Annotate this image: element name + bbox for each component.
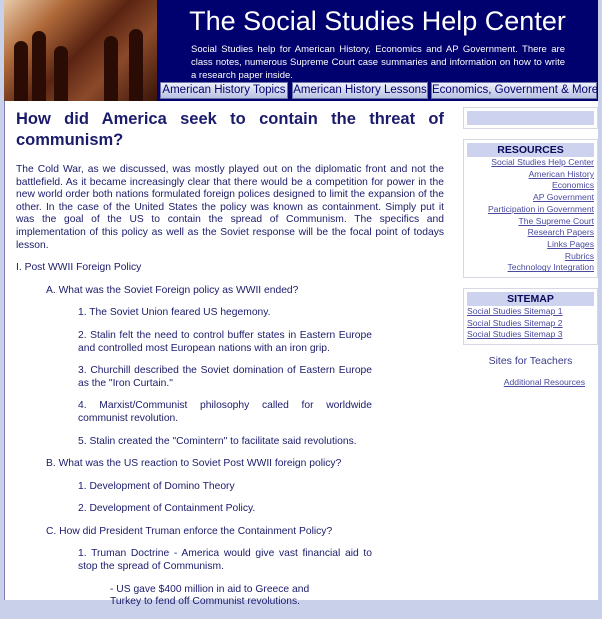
sitemap-link[interactable]: Social Studies Sitemap 2 — [467, 317, 563, 328]
resources-link[interactable]: The Supreme Court — [518, 215, 594, 226]
resources-link[interactable]: Social Studies Help Center — [491, 157, 594, 167]
list-item: 1. Development of Domino Theory — [78, 480, 235, 492]
resources-link[interactable]: American History — [528, 168, 594, 179]
sitemap-list — [467, 306, 594, 341]
additional-resources-link[interactable]: Additional Resources — [503, 377, 585, 388]
sub-item: - US gave $400 million in aid to Greece and Turkey to fend off Communist revolutions. — [110, 583, 310, 608]
resources-link[interactable]: AP Government — [533, 192, 594, 203]
list-item: 1. Truman Doctrine - America would give vast financial aid to stop the spread of Communism. — [78, 548, 372, 573]
site-tagline: Social Studies help for American History, Economics and AP Government. There are class notes, numerous Supreme Court case summaries and information on how to write a research paper inside. — [191, 44, 565, 81]
resources-link[interactable]: Participation in Government — [487, 203, 594, 214]
list-item: 2. Stalin felt the need to control buffer states in Eastern Europe and controlled most European nations with an iron grip. — [78, 329, 372, 354]
resources-title: RESOURCES — [467, 143, 594, 157]
nav-economics-government[interactable]: Economics, Government & More — [431, 82, 597, 99]
main — [4, 101, 598, 608]
resources-link[interactable]: Technology Integration — [507, 262, 594, 273]
sitemap-title: SITEMAP — [467, 292, 594, 306]
sitemap-link[interactable]: Social Studies Sitemap 3 — [467, 329, 563, 340]
resources-list — [467, 157, 594, 274]
header-painting — [4, 0, 157, 101]
article — [16, 109, 444, 619]
nav-american-history-topics[interactable]: American History Topics — [160, 82, 288, 99]
list-item: 1. The Soviet Union feared US hegemony. — [78, 307, 271, 319]
list-item: 3. Churchill described the Soviet domination of Eastern Europe as the "Iron Curtain." — [78, 365, 372, 389]
list-item: 5. Stalin created the "Comintern" to facilitate said revolutions. — [78, 435, 357, 447]
resources-link[interactable]: Economics — [551, 180, 594, 191]
question: B. What was the US reaction to Soviet Post WWII foreign policy? — [46, 458, 342, 470]
empty-header — [467, 111, 594, 125]
nav-american-history-lessons[interactable]: American History Lessons — [292, 82, 428, 99]
resources-link[interactable]: Research Papers — [527, 227, 594, 238]
sites-for-teachers: Sites for Teachers — [488, 355, 573, 368]
intro: The Cold War, as we discussed, was mostly played out on the diplomatic front and not the battlefield. As it became increasingly clear that there would be a competition for power in the new world order both nations formulated foreign polices designed to limit the expansion of the other. In the case of the United States the policy was known as containment. Simply put it was the goal of the US to contain the spread of Communism. The specifics and implementation of this policy as well as the Soviet response will be the focal point of todays lesson. — [16, 164, 444, 251]
question: C. How did President Truman enforce the Containment Policy? — [46, 525, 333, 537]
search-box — [463, 107, 598, 129]
resources-link[interactable]: Links Pages — [547, 238, 594, 249]
question: A. What was the Soviet Foreign policy as WWII ended? — [46, 284, 299, 296]
sidebar — [463, 107, 598, 387]
list-item: 2. Development of Containment Policy. — [78, 503, 256, 515]
sitemap-box — [463, 288, 598, 345]
section-heading: I. Post WWII Foreign Policy — [16, 262, 142, 274]
sitemap-link[interactable]: Social Studies Sitemap 1 — [467, 306, 563, 317]
list-item: 4. Marxist/Communist philosophy called for worldwide communist revolution. — [78, 400, 372, 424]
article-title: How did America seek to contain the threat of communism? — [16, 110, 444, 149]
site-title: The Social Studies Help Center — [189, 6, 566, 36]
resources-link[interactable]: Rubrics — [564, 250, 594, 261]
resources-box — [463, 139, 598, 278]
